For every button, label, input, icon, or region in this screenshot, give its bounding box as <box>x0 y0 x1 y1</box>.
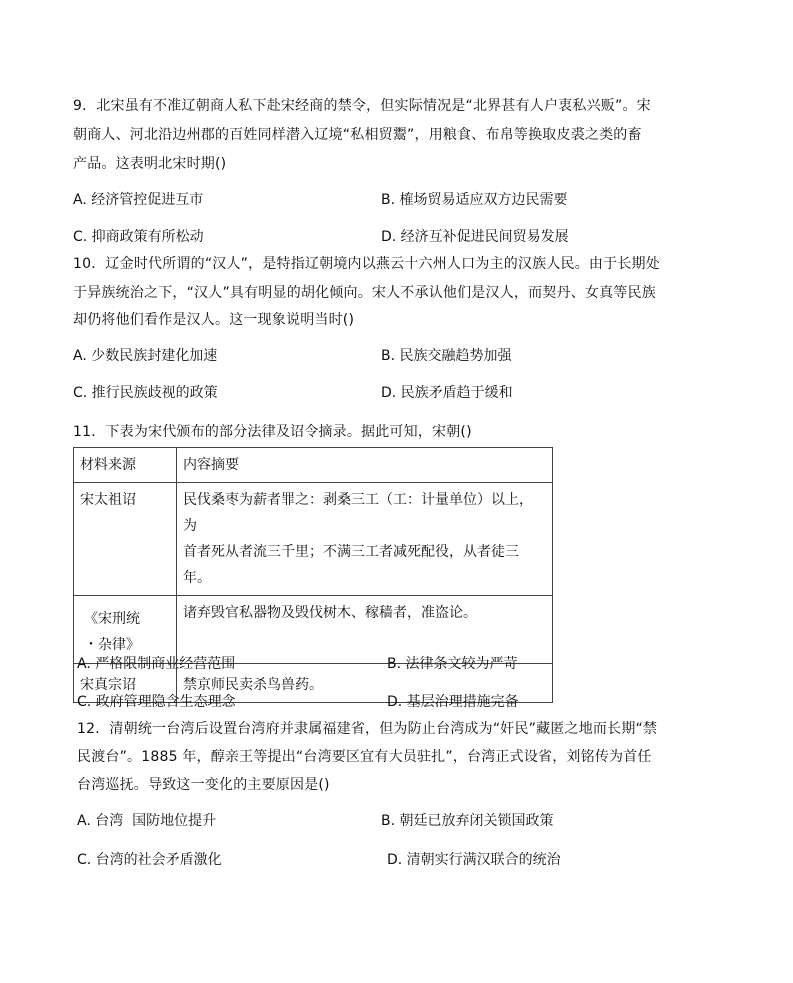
q10-option-a[interactable]: A. 少数民族封建化加速 <box>73 348 218 364</box>
table-cell-content-line: 民伐桑枣为薪者罪之：剥桑三工（工：计量单位）以上，为 <box>183 492 533 534</box>
table-row <box>74 483 553 596</box>
q11-option-c[interactable]: C. 政府管理隐含生态理念 <box>77 694 236 710</box>
q9-stem-text: 9．北宋虽有不准辽朝商人私下赴宋经商的禁令，但实际情况是“ <box>73 98 473 114</box>
q9-option-a[interactable]: A. 经济管控促进互市 <box>73 192 204 208</box>
table-cell-source: 宋真宗诏 <box>74 664 177 703</box>
q11-option-a[interactable]: A. 严格限制商业经营范围 <box>77 656 236 672</box>
table-cell-content: 诸弃毁官私器物及毁伐树木、稼穑者，准盗论。 <box>177 596 553 664</box>
q11-option-b[interactable]: B. 法律条文较为严苛 <box>387 656 518 672</box>
table-cell-content: 禁京师民卖杀鸟兽药。 <box>177 664 553 703</box>
table-header-row <box>74 448 553 483</box>
q9-stem-tail: ”。宋 <box>614 98 651 114</box>
table-cell-source-line: 《宋刑统 <box>84 611 140 627</box>
q12-option-c[interactable]: C. 台湾的社会矛盾激化 <box>77 852 222 868</box>
q12-option-d[interactable]: D. 清朝实行满汉联合的统治 <box>387 852 561 868</box>
table-header-content: 内容摘要 <box>177 448 553 483</box>
q11-stem: 11．下表为宋代颁布的部分法律及诏令摘录。据此可知，宋朝() <box>73 424 472 440</box>
q10-stem-line-2: 于异族统治之下，“汉人”具有明显的胡化倾向。宋人不承认他们是汉人，而契丹、女真等民族 <box>73 285 656 301</box>
q12-option-a[interactable]: A. 台湾 国防地位提升 <box>77 813 217 829</box>
q9-quote: 北界甚有人户衷私兴贩 <box>472 98 615 114</box>
q10-option-d[interactable]: D. 民族矛盾趋于缓和 <box>381 385 513 401</box>
q10-option-b[interactable]: B. 民族交融趋势加强 <box>381 348 512 364</box>
q10-stem-line-3: 却仍将他们看作是汉人。这一现象说明当时() <box>73 312 355 328</box>
table-cell-content-line: 首者死从者流三千里；不满三工者减死配役，从者徒三年。 <box>183 544 519 586</box>
q12-stem-line-1: 12．清朝统一台湾后设置台湾府并隶属福建省，但为防止台湾成为“奸民”藏匿之地而长期“禁 <box>77 721 658 737</box>
q12-option-b[interactable]: B. 朝廷已放弃闭关锁国政策 <box>381 813 554 829</box>
table-cell-content <box>177 483 553 596</box>
table-header-source: 材料来源 <box>74 448 177 483</box>
q9-stem-line-2: 朝商人、河北沿边州郡的百姓同样潜入辽境“私相贸鬻”，用粮食、布帛等换取皮裘之类的畜 <box>73 127 642 143</box>
q10-option-c[interactable]: C. 推行民族歧视的政策 <box>73 385 218 401</box>
q9-option-d[interactable]: D. 经济互补促进民间贸易发展 <box>381 229 569 245</box>
q12-stem-line-3: 台湾巡抚。导致这一变化的主要原因是() <box>77 777 330 793</box>
q9-stem-line-3: 产品。这表明北宋时期() <box>73 156 227 172</box>
q9-stem-line-1 <box>73 95 651 115</box>
q10-stem-line-1: 10．辽金时代所谓的“汉人”，是特指辽朝境内以燕云十六州人口为主的汉族人民。由于长期处 <box>73 256 660 272</box>
q9-option-c[interactable]: C. 抑商政策有所松动 <box>73 229 204 245</box>
q11-option-d[interactable]: D. 基层治理措施完备 <box>387 694 519 710</box>
q12-stem-line-2: 民渡台”。1885 年，醇亲王等提出“台湾要区宜有大员驻扎”，台湾正式设省，刘铭传为首任 <box>77 749 652 765</box>
table-cell-source: 宋太祖诏 <box>74 483 177 596</box>
q9-option-b[interactable]: B. 榷场贸易适应双方边民需要 <box>381 192 568 208</box>
table-cell-source-line: ・杂律》 <box>84 637 140 653</box>
